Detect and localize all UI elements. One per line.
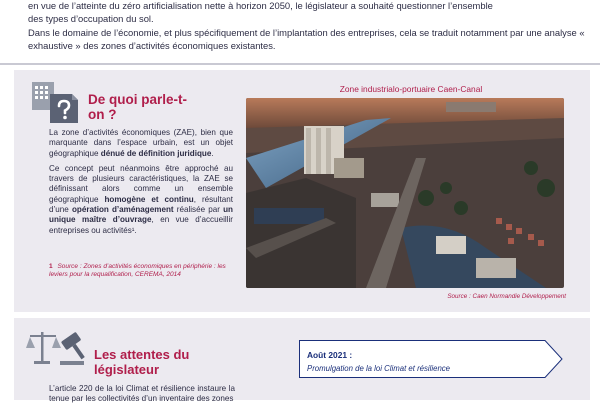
definition-paragraph-2 xyxy=(49,164,233,236)
concept-emphasis-1: homogène et continu xyxy=(104,194,194,204)
definition-paragraph-1 xyxy=(49,128,233,159)
definition-text: La zone d’activités économiques (ZAE), bien que marquante dans l’espace urbain, est un objet géographique xyxy=(49,128,233,158)
intro-line-1: en vue de l’atteinte du zéro artificialisation nette à horizon 2050, le législateur a souhaité questionner l’ensemble xyxy=(28,0,493,11)
section-title-legislator: Les attentes du législateur xyxy=(94,347,190,377)
concept-text-2: , résultant d’une xyxy=(49,194,233,215)
definition-body xyxy=(49,128,233,241)
concept-text-3: réalisée par xyxy=(173,205,224,215)
aerial-photo-industrial-port xyxy=(246,98,564,288)
scales-gavel-icon xyxy=(26,326,86,366)
photo-caption: Zone industrialo-portuaire Caen-Canal xyxy=(339,84,483,94)
intro-text xyxy=(28,0,588,52)
section-title-definition: De quoi parle-t-on ? xyxy=(88,92,188,122)
intro-paragraph-1 xyxy=(28,0,588,25)
concept-emphasis-3: un unique maître d’ouvrage xyxy=(49,205,233,225)
intro-line-2: des types d’occupation du sol. xyxy=(28,12,154,24)
footnote xyxy=(49,263,235,279)
concept-text-1: Ce concept peut néanmoins être approché au travers de plusieurs caractéristiques, la ZAE se définissant alors comme un ensemble géographique xyxy=(49,163,233,204)
footnote-number: 1 xyxy=(49,263,53,270)
intro-paragraph-2: Dans le domaine de l’économie, et plus spécifiquement de l’implantation des entreprises, cela se traduit notamment par une analyse « exhaustive » des zones d’activités économiques existantes. xyxy=(28,27,585,51)
concept-emphasis-2: opération d’aménagement xyxy=(71,205,174,215)
timeline-date: Août 2021 : xyxy=(307,350,353,360)
photo-source: Source : Caen Normandie Développement xyxy=(447,293,566,300)
top-divider xyxy=(0,63,600,65)
timeline-text: Promulgation de la loi Climat et résilience xyxy=(307,364,451,373)
definition-text-end: . xyxy=(211,148,214,158)
definition-emphasis: dénué de définition juridique xyxy=(100,148,212,158)
timeline-item xyxy=(299,340,563,378)
footnote-text: Source : Zones d’activités économiques en périphérie : les leviers pour la requalification, CEREMA, 2014 xyxy=(49,263,226,278)
document-question-icon xyxy=(30,80,84,124)
concept-text-4: , en vue d’accueillir entreprises ou activités¹. xyxy=(49,215,233,235)
legislator-body: L’article 220 de la loi Climat et résilience instaure la tenue par les collectivités d’un inventaire des zones xyxy=(49,384,235,404)
